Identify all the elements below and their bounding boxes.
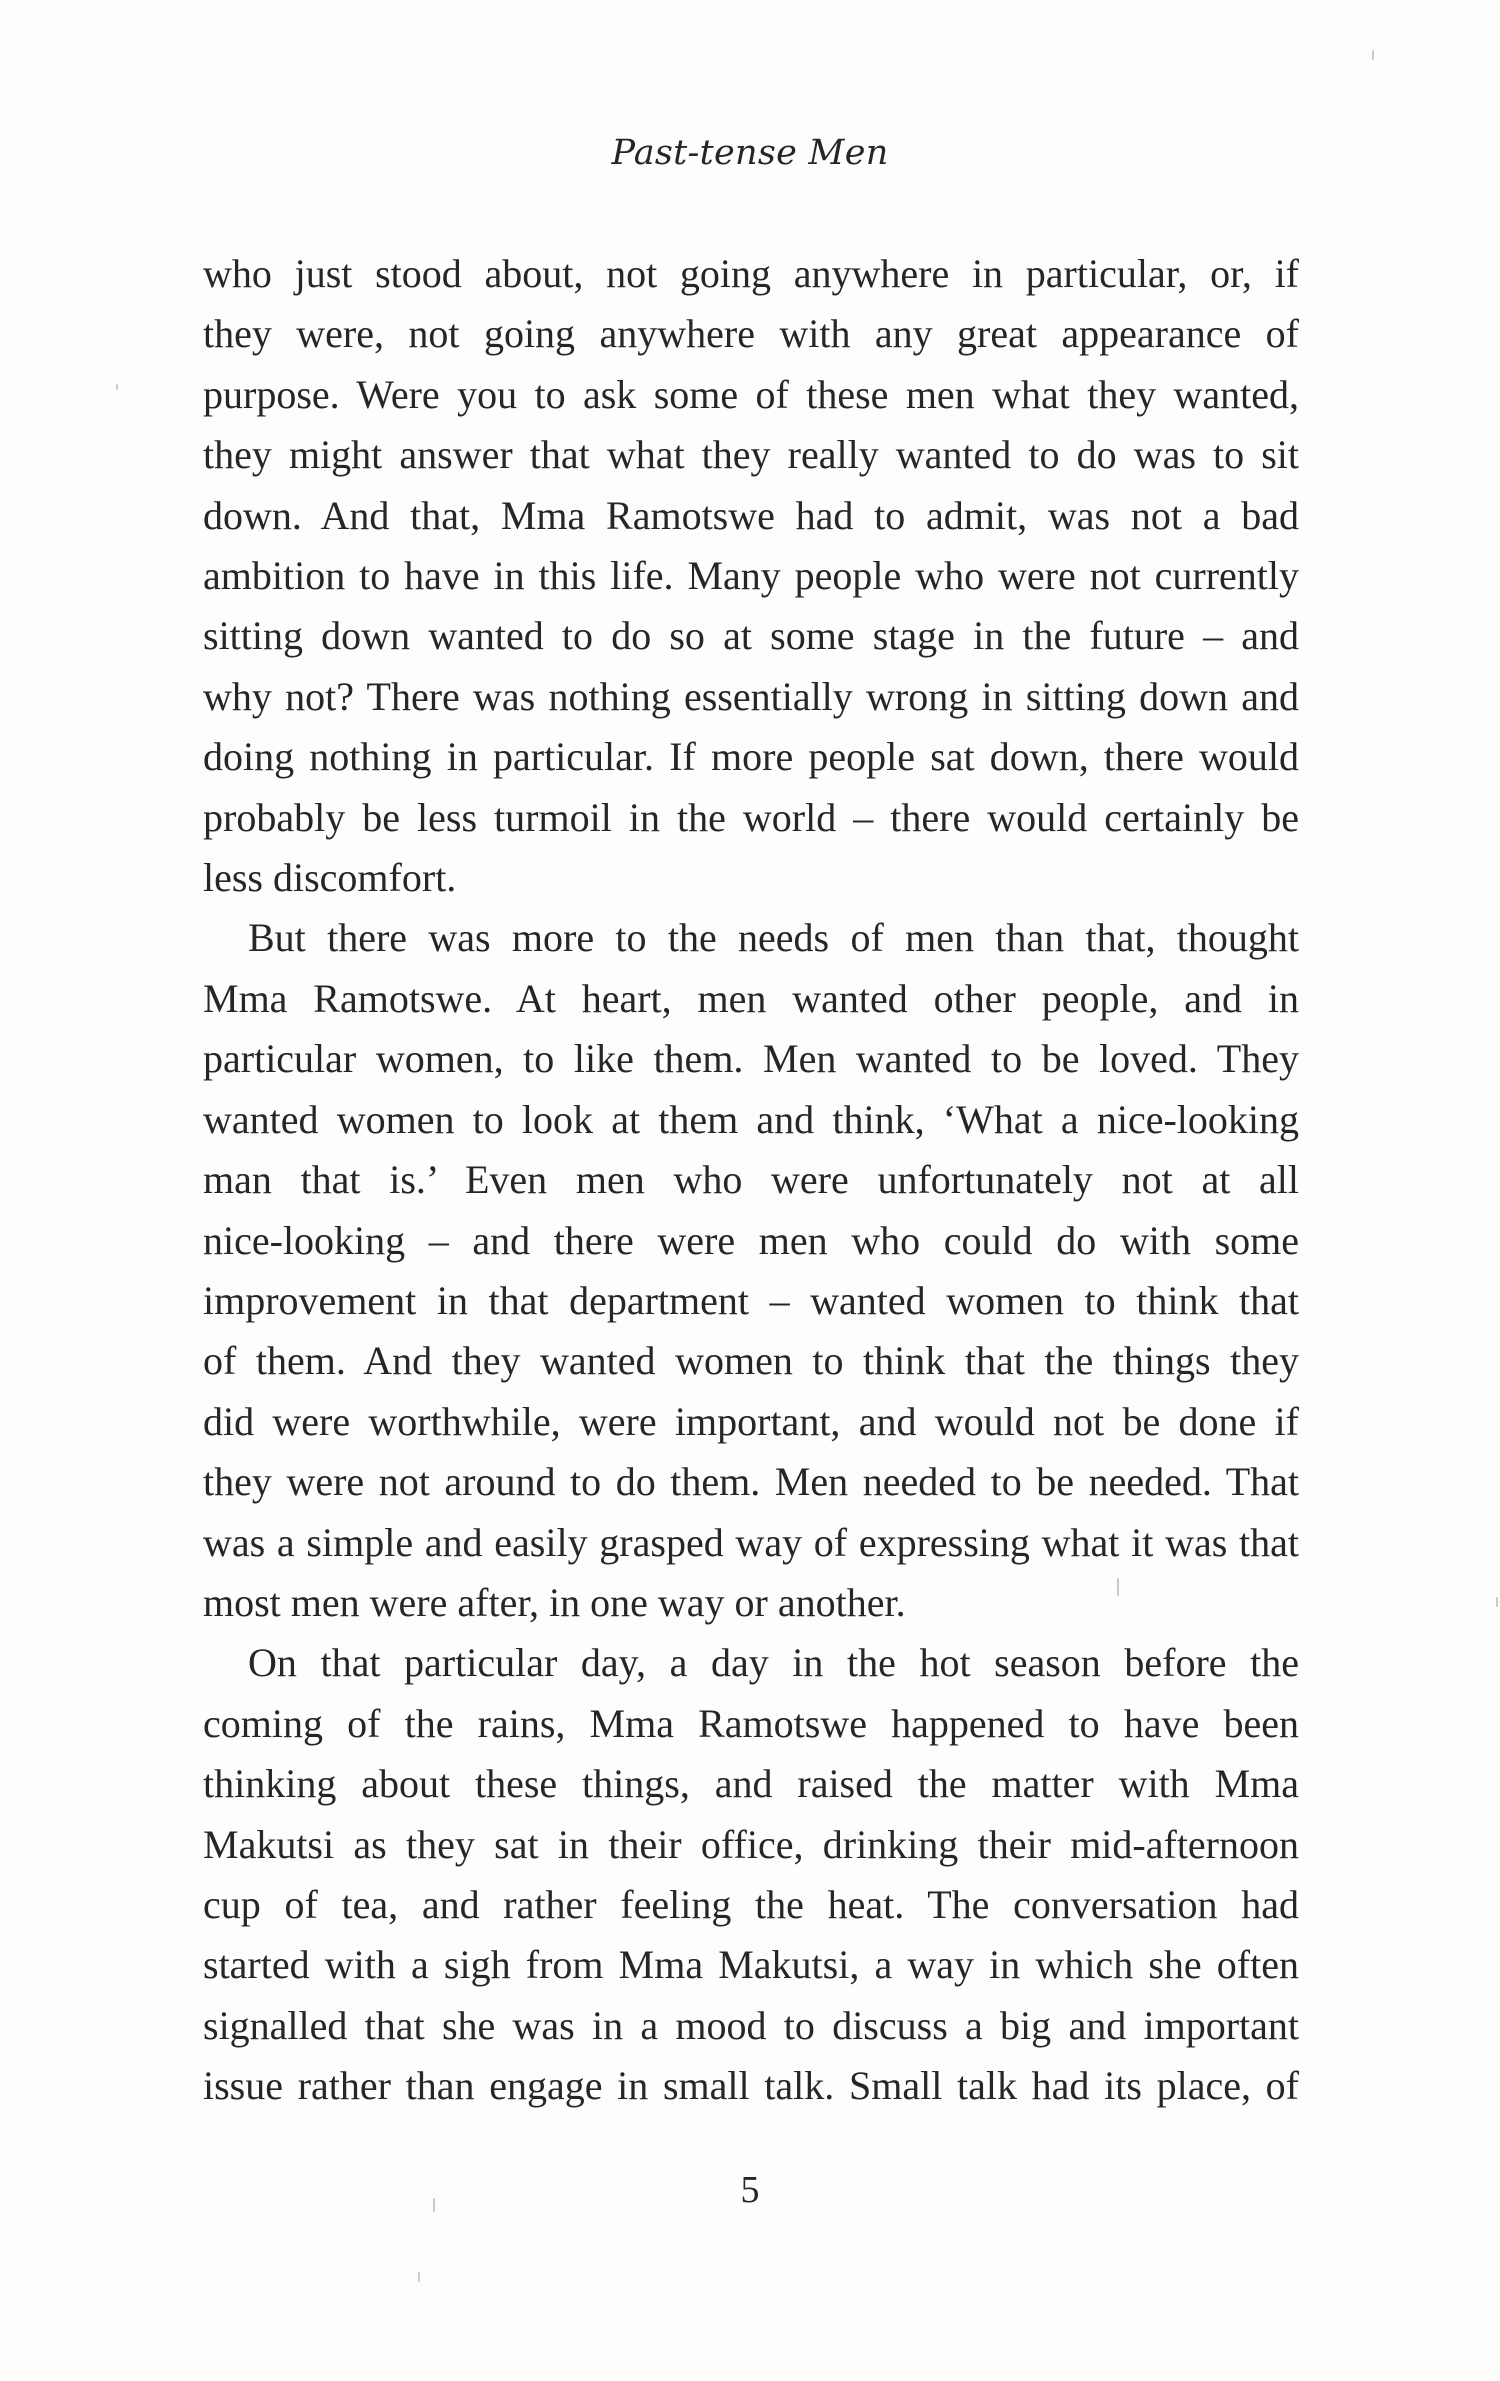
paragraph-1 [203, 244, 1299, 908]
text-line: of them. And they wanted women to think that the things they [203, 1338, 1299, 1384]
text-line: they were not around to do them. Men needed to be needed. That [203, 1459, 1299, 1505]
text-line: man that is.’ Even men who were unfortunately not at all [203, 1157, 1299, 1203]
text-line: ambition to have in this life. Many people who were not currently [203, 553, 1299, 599]
text-line: they might answer that what they really wanted to do was to sit [203, 432, 1299, 478]
scan-speck [116, 384, 118, 390]
text-line: who just stood about, not going anywhere in particular, or, if [203, 251, 1299, 296]
text-line: started with a sigh from Mma Makutsi, a way in which she often [203, 1942, 1299, 1988]
text-line: why not? There was nothing essentially wrong in sitting down and [203, 673, 1299, 719]
paragraph-3 [203, 1633, 1299, 2116]
scan-speck [1117, 1578, 1119, 1596]
text-line: improvement in that department – wanted women to think that [203, 1277, 1299, 1323]
page-number: 5 [740, 2169, 760, 2211]
scan-speck [1496, 1597, 1498, 1607]
text-line: purpose. Were you to ask some of these men what they wanted, [203, 371, 1299, 417]
text-line: wanted women to look at them and think, ‘What a nice-looking [203, 1096, 1299, 1142]
text-line: less discomfort. [203, 855, 457, 901]
paragraph-2 [203, 908, 1299, 1633]
text-line: probably be less turmoil in the world – there would certainly be [203, 794, 1299, 840]
text-line: cup of tea, and rather feeling the heat. The conversation had [203, 1881, 1299, 1927]
scan-speck [1372, 50, 1374, 60]
text-line: On that particular day, a day in the hot season before the [248, 1640, 1299, 1686]
text-line: coming of the rains, Mma Ramotswe happened to have been [203, 1700, 1299, 1746]
text-line: down. And that, Mma Ramotswe had to admit, was not a bad [203, 492, 1299, 538]
scan-speck [418, 2272, 420, 2282]
text-line: particular women, to like them. Men wanted to be loved. They [203, 1036, 1299, 1082]
text-line: signalled that she was in a mood to discuss a big and important [203, 2002, 1299, 2048]
text-line: issue rather than engage in small talk. Small talk had its place, of [203, 2063, 1299, 2109]
text-line: was a simple and easily grasped way of expressing what it was that [203, 1519, 1299, 1565]
running-head: Past-tense Men [611, 133, 889, 173]
body-text [203, 244, 1299, 2117]
text-line: most men were after, in one way or another. [203, 1579, 906, 1625]
text-line: doing nothing in particular. If more people sat down, there would [203, 734, 1299, 780]
scan-speck [433, 2198, 435, 2212]
text-line: But there was more to the needs of men than that, thought [248, 915, 1299, 961]
text-line: nice-looking – and there were men who could do with some [203, 1217, 1299, 1263]
text-line: they were, not going anywhere with any great appearance of [203, 311, 1299, 357]
text-line: thinking about these things, and raised the matter with Mma [203, 1761, 1299, 1807]
text-line: sitting down wanted to do so at some stage in the future – and [203, 613, 1299, 659]
text-line: Mma Ramotswe. At heart, men wanted other people, and in [203, 975, 1299, 1021]
text-line: Makutsi as they sat in their office, drinking their mid-afternoon [203, 1821, 1299, 1867]
text-line: did were worthwhile, were important, and would not be done if [203, 1398, 1299, 1444]
